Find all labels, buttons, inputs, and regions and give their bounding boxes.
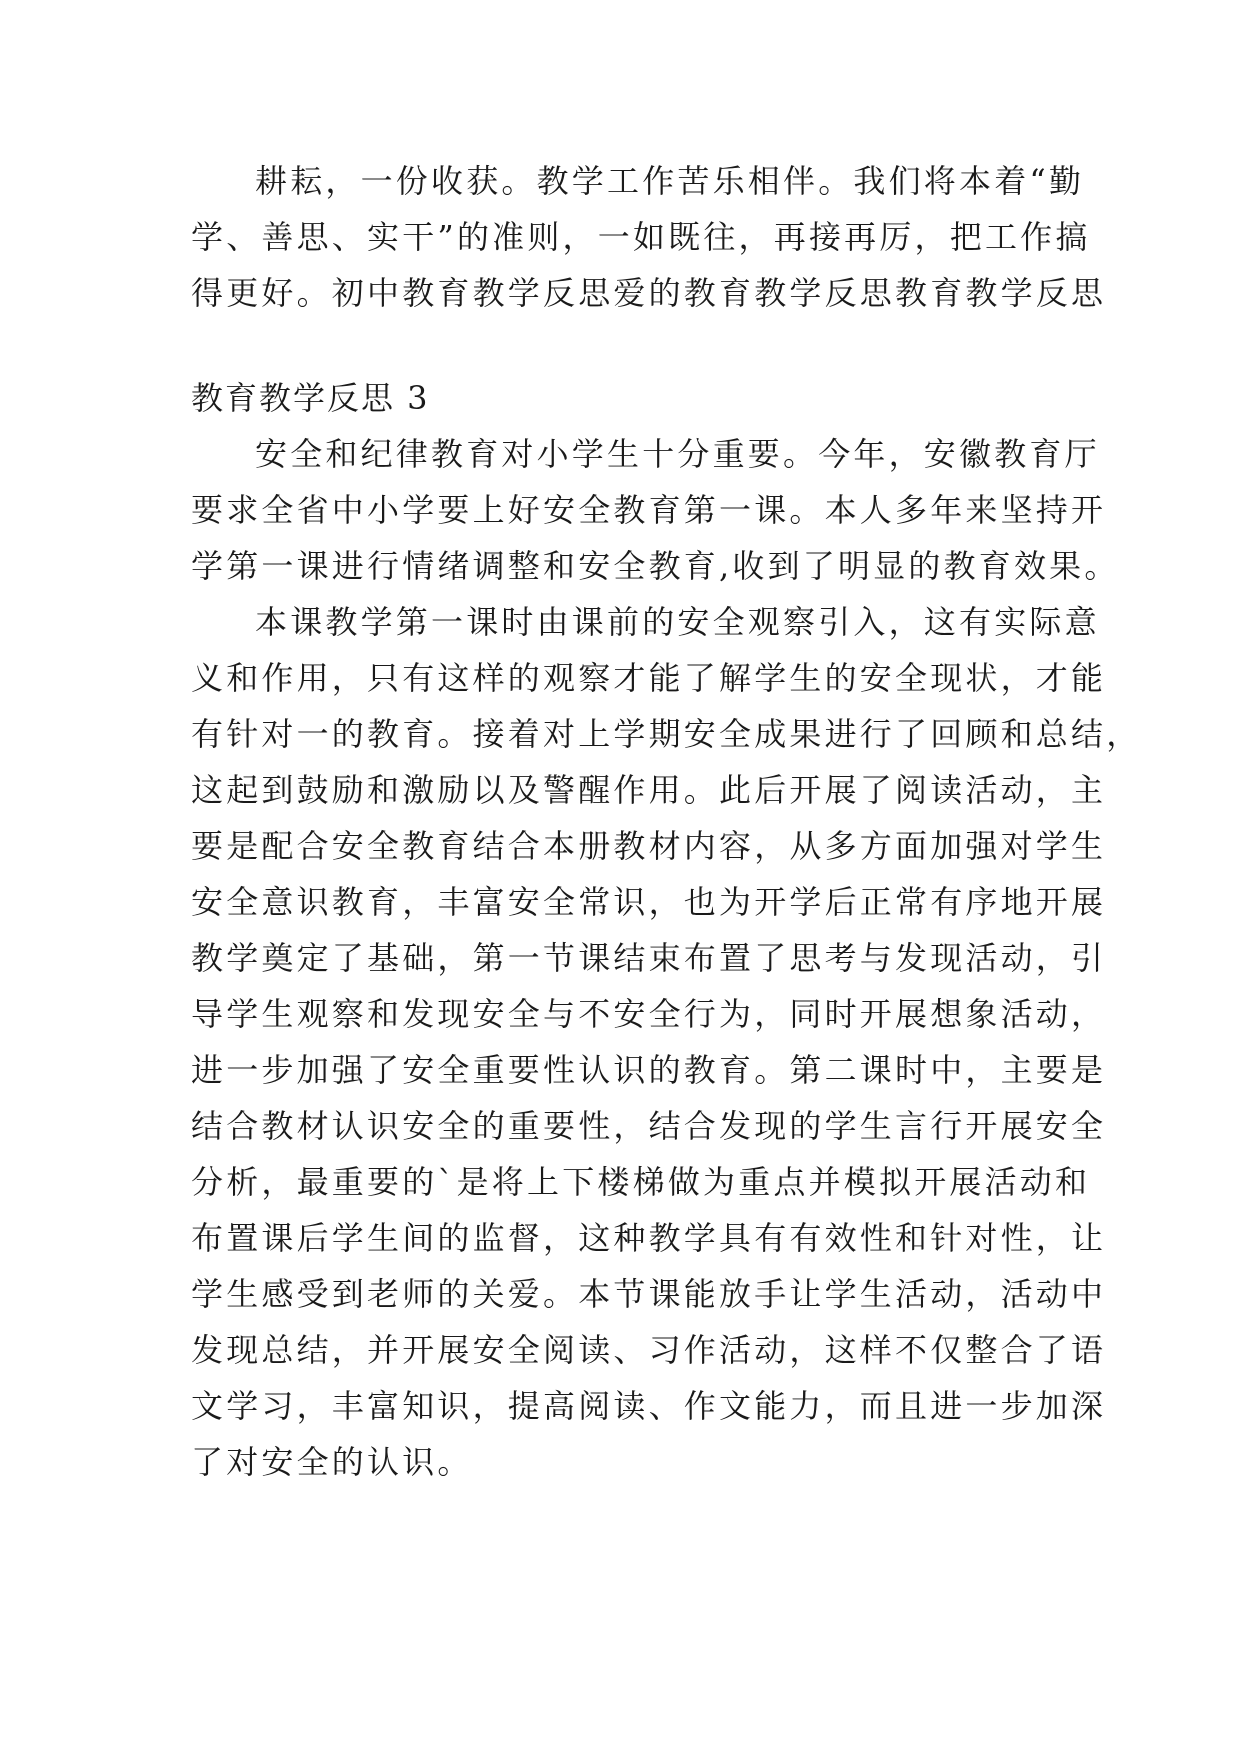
paragraph-line: 安全意识教育，丰富安全常识，也为开学后正常有序地开展 [191,883,1107,921]
paragraph-line: 发现总结，并开展安全阅读、习作活动，这样不仅整合了语 [191,1331,1107,1369]
paragraph-line: 了对安全的认识。 [191,1443,473,1481]
paragraph-line: 导学生观察和发现安全与不安全行为，同时开展想象活动， [191,995,1107,1033]
paragraph-line: 本课教学第一课时由课前的安全观察引入，这有实际意 [255,603,1100,641]
paragraph-line: 结合教材认识安全的重要性，结合发现的学生言行开展安全 [191,1107,1107,1145]
paragraph-line: 得更好。初中教育教学反思爱的教育教学反思教育教学反思 [191,274,1107,312]
paragraph-line: 安全和纪律教育对小学生十分重要。今年，安徽教育厅 [255,435,1100,473]
paragraph-line: 要是配合安全教育结合本册教材内容，从多方面加强对学生 [191,827,1107,865]
paragraph-line: 义和作用，只有这样的观察才能了解学生的安全现状，才能 [191,659,1107,697]
paragraph-line: 这起到鼓励和激励以及警醒作用。此后开展了阅读活动，主 [191,771,1107,809]
paragraph-line: 分析，最重要的`是将上下楼梯做为重点并模拟开展活动和 [191,1163,1091,1201]
section-heading: 教育教学反思 3 [191,379,430,417]
paragraph-line: 要求全省中小学要上好安全教育第一课。本人多年来坚持开 [191,491,1107,529]
paragraph-line: 学第一课进行情绪调整和安全教育,收到了明显的教育效果。 [191,547,1120,585]
paragraph-line: 文学习，丰富知识，提高阅读、作文能力，而且进一步加深 [191,1387,1107,1425]
paragraph-line: 学生感受到老师的关爱。本节课能放手让学生活动，活动中 [191,1275,1107,1313]
paragraph-line: 有针对一的教育。接着对上学期安全成果进行了回顾和总结， [191,715,1142,753]
paragraph-line: 耕耘，一份收获。教学工作苦乐相伴。我们将本着“勤 [255,162,1085,200]
paragraph-line: 学、善思、实干”的准则，一如既往，再接再厉，把工作搞 [191,218,1091,256]
paragraph-line: 进一步加强了安全重要性认识的教育。第二课时中，主要是 [191,1051,1107,1089]
paragraph-line: 教学奠定了基础，第一节课结束布置了思考与发现活动，引 [191,939,1107,977]
paragraph-line: 布置课后学生间的监督，这种教学具有有效性和针对性，让 [191,1219,1107,1257]
